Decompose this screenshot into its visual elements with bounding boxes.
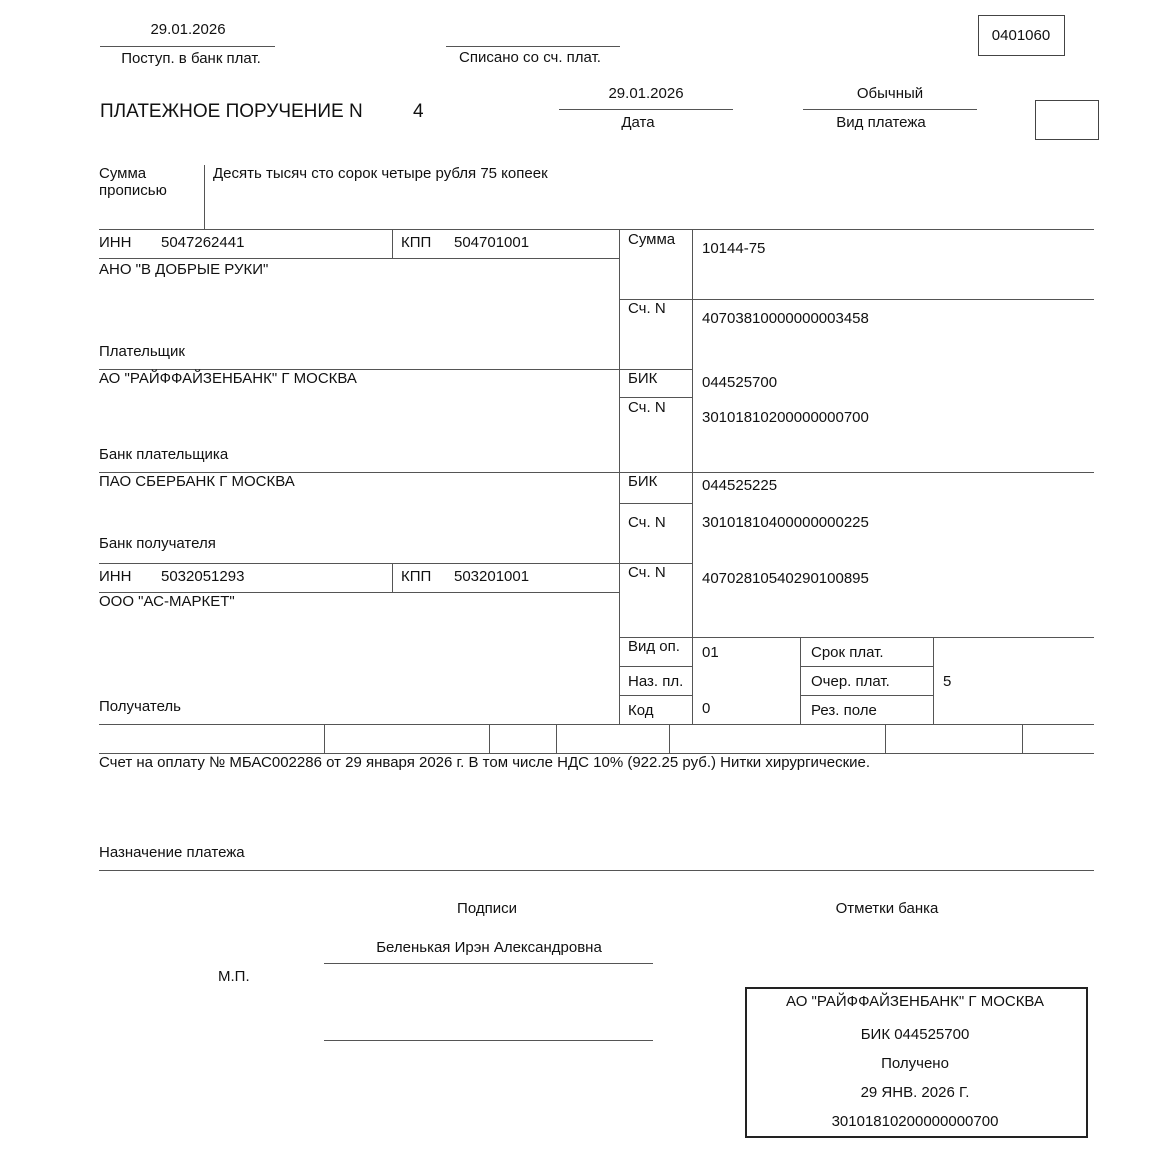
op-type: 01 bbox=[702, 644, 719, 661]
empty-code-box bbox=[1035, 100, 1099, 140]
bank-marks-label: Отметки банка bbox=[835, 900, 939, 917]
reserve-label: Рез. поле bbox=[811, 702, 877, 719]
payer-account: 40703810000000003458 bbox=[702, 310, 869, 327]
priority: 5 bbox=[943, 673, 952, 690]
payee-inn-label: ИНН bbox=[99, 568, 132, 585]
purpose-label: Назначение платежа bbox=[99, 844, 245, 861]
signer-name: Беленькая Ирэн Александровна bbox=[376, 939, 602, 956]
payer-bank-bik-label: БИК bbox=[628, 370, 658, 387]
divider bbox=[99, 229, 1094, 230]
payer-bank-label: Банк плательщика bbox=[99, 446, 229, 463]
payer-bank-account-label: Сч. N bbox=[628, 399, 666, 416]
stamp-account: 30101810200000000700 bbox=[831, 1113, 999, 1130]
payer-name: АНО "В ДОБРЫЕ РУКИ" bbox=[99, 261, 269, 278]
term-label: Срок плат. bbox=[811, 644, 884, 661]
divider bbox=[99, 870, 1094, 871]
document-date: 29.01.2026 bbox=[608, 85, 684, 102]
divider bbox=[99, 563, 692, 564]
divider bbox=[800, 637, 801, 724]
divider bbox=[692, 229, 693, 724]
amount-words-label: Сумма прописью bbox=[99, 165, 167, 199]
amount-label: Сумма bbox=[628, 231, 676, 248]
payee-kpp: 503201001 bbox=[454, 568, 530, 585]
payer-kpp-label: КПП bbox=[401, 234, 432, 251]
stamp-bik: БИК 044525700 bbox=[860, 1026, 970, 1043]
divider bbox=[99, 258, 619, 259]
divider bbox=[800, 695, 933, 696]
amount-words: Десять тысяч сто сорок четыре рубля 75 копеек bbox=[213, 165, 548, 182]
divider bbox=[559, 109, 733, 110]
divider bbox=[446, 46, 620, 47]
signatures-label: Подписи bbox=[457, 900, 517, 917]
date-label: Дата bbox=[621, 114, 655, 131]
payer-label: Плательщик bbox=[99, 343, 185, 360]
divider bbox=[933, 637, 934, 724]
divider bbox=[100, 46, 275, 47]
payee-bank-account-label: Сч. N bbox=[628, 514, 666, 531]
signature-line bbox=[324, 963, 653, 964]
purpose-text: Счет на оплату № МБАС002286 от 29 января 2026 г. В том числе НДС 10% (922.25 руб.) Нитки хирургические. bbox=[99, 754, 871, 771]
divider bbox=[392, 563, 393, 592]
code-label: Код bbox=[628, 702, 654, 719]
payee-bank-label: Банк получателя bbox=[99, 535, 216, 552]
amount: 10144-75 bbox=[702, 240, 766, 257]
document-title: ПЛАТЕЖНОЕ ПОРУЧЕНИЕ N bbox=[100, 101, 363, 122]
op-type-label: Вид оп. bbox=[628, 638, 680, 655]
divider bbox=[800, 666, 933, 667]
stamp-status: Получено bbox=[881, 1055, 949, 1072]
payment-type: Обычный bbox=[856, 85, 924, 102]
divider bbox=[392, 229, 393, 258]
payee-bank-bik-label: БИК bbox=[628, 473, 658, 490]
divider bbox=[619, 666, 692, 667]
divider bbox=[99, 724, 1094, 725]
divider bbox=[803, 109, 977, 110]
signature-line bbox=[324, 1040, 653, 1041]
divider bbox=[204, 165, 205, 229]
purpose-code-label: Наз. пл. bbox=[628, 673, 684, 690]
code: 0 bbox=[702, 700, 711, 717]
stamp-bank-name: АО "РАЙФФАЙЗЕНБАНК" Г МОСКВА bbox=[786, 993, 1044, 1010]
payer-inn-label: ИНН bbox=[99, 234, 132, 251]
stamp-date: 29 ЯНВ. 2026 Г. bbox=[860, 1084, 970, 1101]
divider bbox=[885, 724, 886, 753]
divider bbox=[556, 724, 557, 753]
divider bbox=[619, 503, 692, 504]
seal-place-label: М.П. bbox=[218, 968, 250, 985]
payment-type-label: Вид платежа bbox=[836, 114, 926, 131]
payee-bank-name: ПАО СБЕРБАНК Г МОСКВА bbox=[99, 473, 295, 490]
document-number: 4 bbox=[413, 101, 424, 122]
form-code: 0401060 bbox=[991, 27, 1051, 44]
payee-bank-account: 30101810400000000225 bbox=[702, 514, 869, 531]
payee-label: Получатель bbox=[99, 698, 181, 715]
received-label: Поступ. в банк плат. bbox=[121, 50, 261, 67]
divider bbox=[619, 229, 620, 724]
payer-bank-name: АО "РАЙФФАЙЗЕНБАНК" Г МОСКВА bbox=[99, 370, 357, 387]
payee-kpp-label: КПП bbox=[401, 568, 432, 585]
divider bbox=[619, 397, 692, 398]
payee-account: 40702810540290100895 bbox=[702, 570, 869, 587]
divider bbox=[619, 637, 1094, 638]
payer-kpp: 504701001 bbox=[454, 234, 530, 251]
priority-label: Очер. плат. bbox=[811, 673, 890, 690]
divider bbox=[669, 724, 670, 753]
divider bbox=[489, 724, 490, 753]
divider bbox=[1022, 724, 1023, 753]
payer-bank-bik: 044525700 bbox=[702, 374, 778, 391]
payer-inn: 5047262441 bbox=[161, 234, 245, 251]
divider bbox=[619, 299, 1094, 300]
divider bbox=[619, 695, 692, 696]
payee-name: ООО "АС-МАРКЕТ" bbox=[99, 593, 235, 610]
divider bbox=[324, 724, 325, 753]
payer-bank-account: 30101810200000000700 bbox=[702, 409, 869, 426]
payer-account-label: Сч. N bbox=[628, 300, 666, 317]
payee-bank-bik: 044525225 bbox=[702, 477, 778, 494]
payee-account-label: Сч. N bbox=[628, 564, 666, 581]
debited-label: Списано со сч. плат. bbox=[459, 49, 601, 66]
received-date: 29.01.2026 bbox=[150, 21, 226, 38]
payee-inn: 5032051293 bbox=[161, 568, 245, 585]
